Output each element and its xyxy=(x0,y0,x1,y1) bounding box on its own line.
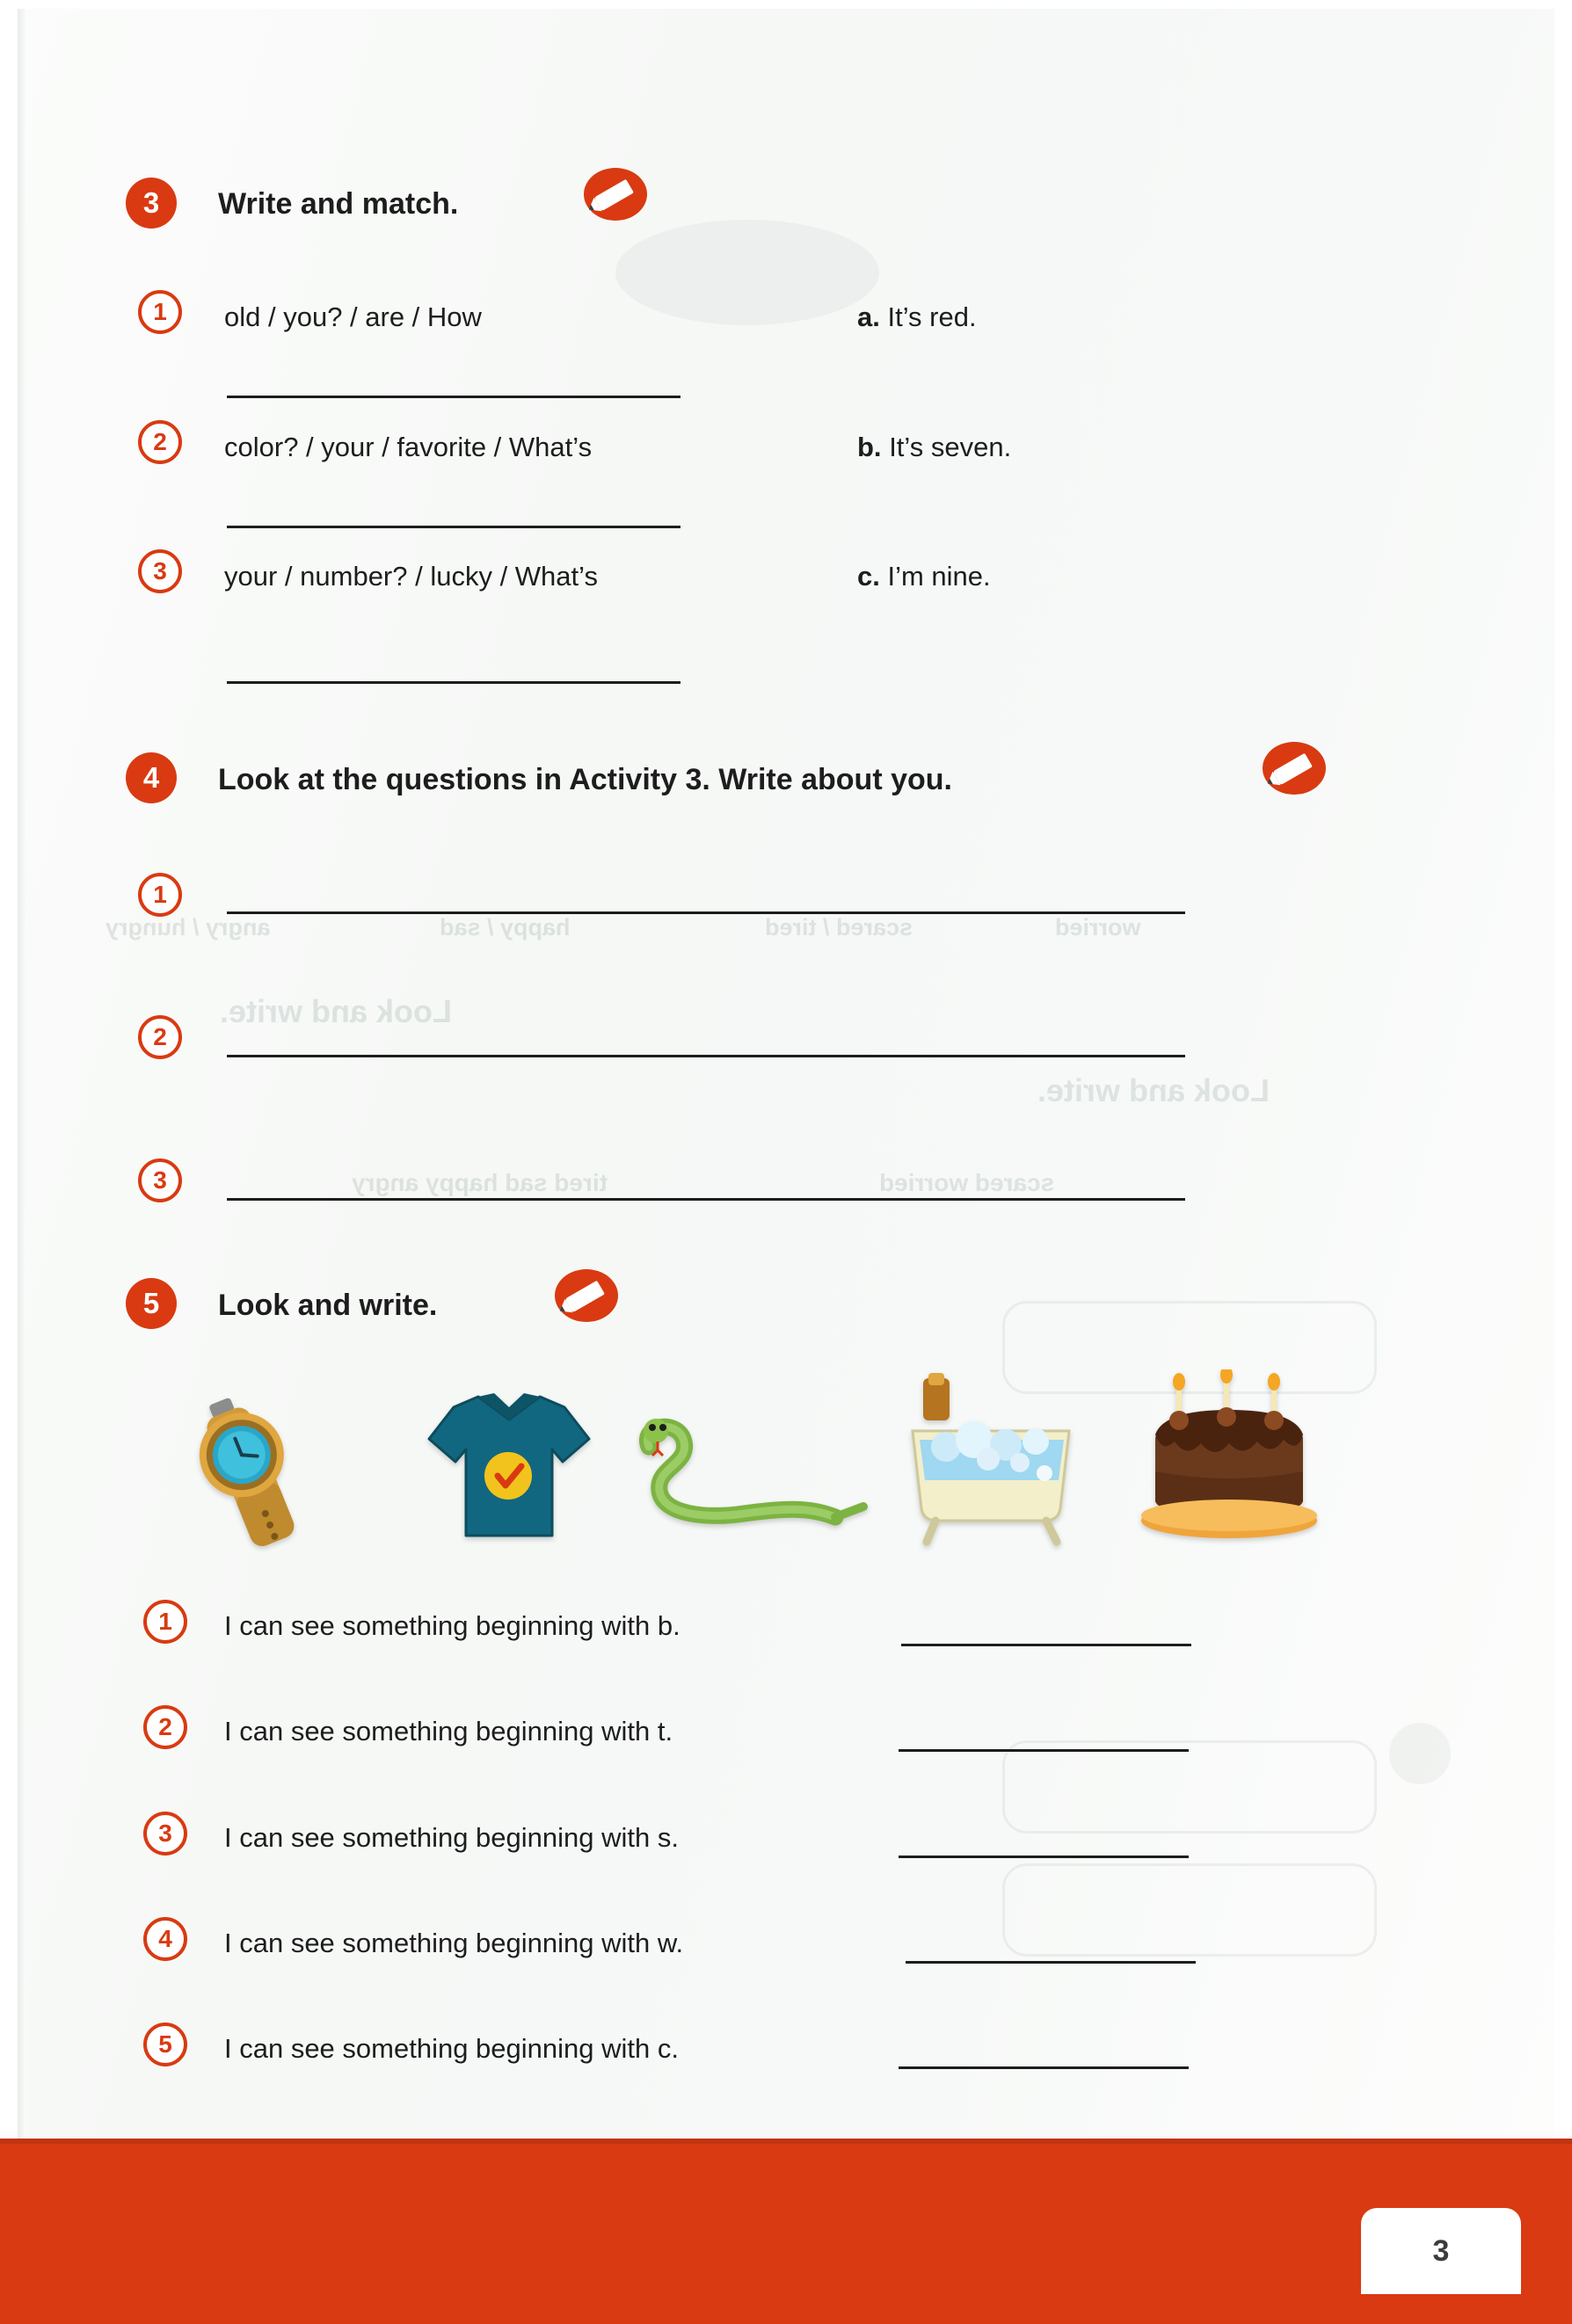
activity-3-item-3-number: 3 xyxy=(138,549,182,593)
activity-3-answer-a xyxy=(857,301,977,333)
answer-a-letter: a. xyxy=(857,301,880,332)
activity-3-item-1-answer-line[interactable] xyxy=(227,396,680,398)
activity-5-number: 5 xyxy=(126,1278,177,1329)
activity-3-item-2-prompt: color? / your / favorite / What’s xyxy=(224,432,593,462)
activity-3-answer-c xyxy=(857,561,991,592)
activity-5-item-1-text: I can see something beginning with b. xyxy=(224,1610,680,1641)
answer-b-text: It’s seven. xyxy=(889,432,1012,462)
activity-4-item-1-number: 1 xyxy=(138,873,182,917)
pencil-write-icon xyxy=(554,1268,619,1323)
pencil-write-icon xyxy=(1262,741,1327,795)
activity-5-item-3-number: 3 xyxy=(143,1812,187,1856)
page-number-tab xyxy=(1361,2208,1521,2294)
activity-5-item-5-line[interactable] xyxy=(899,2066,1189,2069)
activity-4-item-1-line[interactable] xyxy=(227,911,1185,914)
activity-5-item-1-line[interactable] xyxy=(901,1644,1191,1646)
snake-illustration xyxy=(624,1415,870,1547)
activity-5-item-1-number: 1 xyxy=(143,1600,187,1644)
activity-3-title: Write and match. xyxy=(218,187,459,221)
activity-5-item-4-text: I can see something beginning with w. xyxy=(224,1928,684,1958)
activity-5-title: Look and write. xyxy=(218,1289,438,1322)
activity-5-item-3-line[interactable] xyxy=(899,1856,1189,1858)
activity-4-item-2-line[interactable] xyxy=(227,1055,1185,1057)
activity-3-item-3-answer-line[interactable] xyxy=(227,681,680,684)
activity-3-item-2-answer-line[interactable] xyxy=(227,526,680,528)
activity-5-item-5-number: 5 xyxy=(143,2023,187,2066)
activity-5-item-4-line[interactable] xyxy=(906,1961,1196,1964)
activity-3-number: 3 xyxy=(126,178,177,229)
watch-illustration xyxy=(167,1380,356,1556)
activity-5-item-4-number: 4 xyxy=(143,1917,187,1961)
activity-5-item-2-number: 2 xyxy=(143,1705,187,1749)
answer-c-letter: c. xyxy=(857,561,880,592)
page-number: 3 xyxy=(1432,2233,1450,2268)
activity-4-item-3-number: 3 xyxy=(138,1158,182,1202)
activity-3-item-2-number: 2 xyxy=(138,420,182,464)
answer-c-text: I’m nine. xyxy=(887,561,991,592)
cake-illustration xyxy=(1134,1369,1328,1550)
activity-5-item-2-text: I can see something beginning with t. xyxy=(224,1716,673,1747)
footer-band xyxy=(0,2144,1572,2324)
activity-5-item-5-text: I can see something beginning with c. xyxy=(224,2033,679,2064)
answer-b-letter: b. xyxy=(857,432,882,462)
activity-4-item-2-number: 2 xyxy=(138,1015,182,1059)
activity-3-answer-b xyxy=(857,432,1011,463)
answer-a-text: It’s red. xyxy=(887,301,977,332)
activity-4-title: Look at the questions in Activity 3. Write about you. xyxy=(218,763,952,796)
bathtub-illustration xyxy=(897,1371,1086,1551)
activity-4-number: 4 xyxy=(126,752,177,803)
activity-3-item-1-prompt: old / you? / are / How xyxy=(224,301,482,332)
page-edge xyxy=(18,9,26,2145)
activity-3-item-3-prompt: your / number? / lucky / What’s xyxy=(224,561,598,592)
activity-5-item-2-line[interactable] xyxy=(899,1749,1189,1752)
activity-4-item-3-line[interactable] xyxy=(227,1198,1185,1201)
pencil-write-icon xyxy=(583,167,648,222)
activity-5-item-3-text: I can see something beginning with s. xyxy=(224,1822,679,1853)
tshirt-illustration xyxy=(420,1384,596,1547)
activity-3-item-1-number: 1 xyxy=(138,290,182,334)
